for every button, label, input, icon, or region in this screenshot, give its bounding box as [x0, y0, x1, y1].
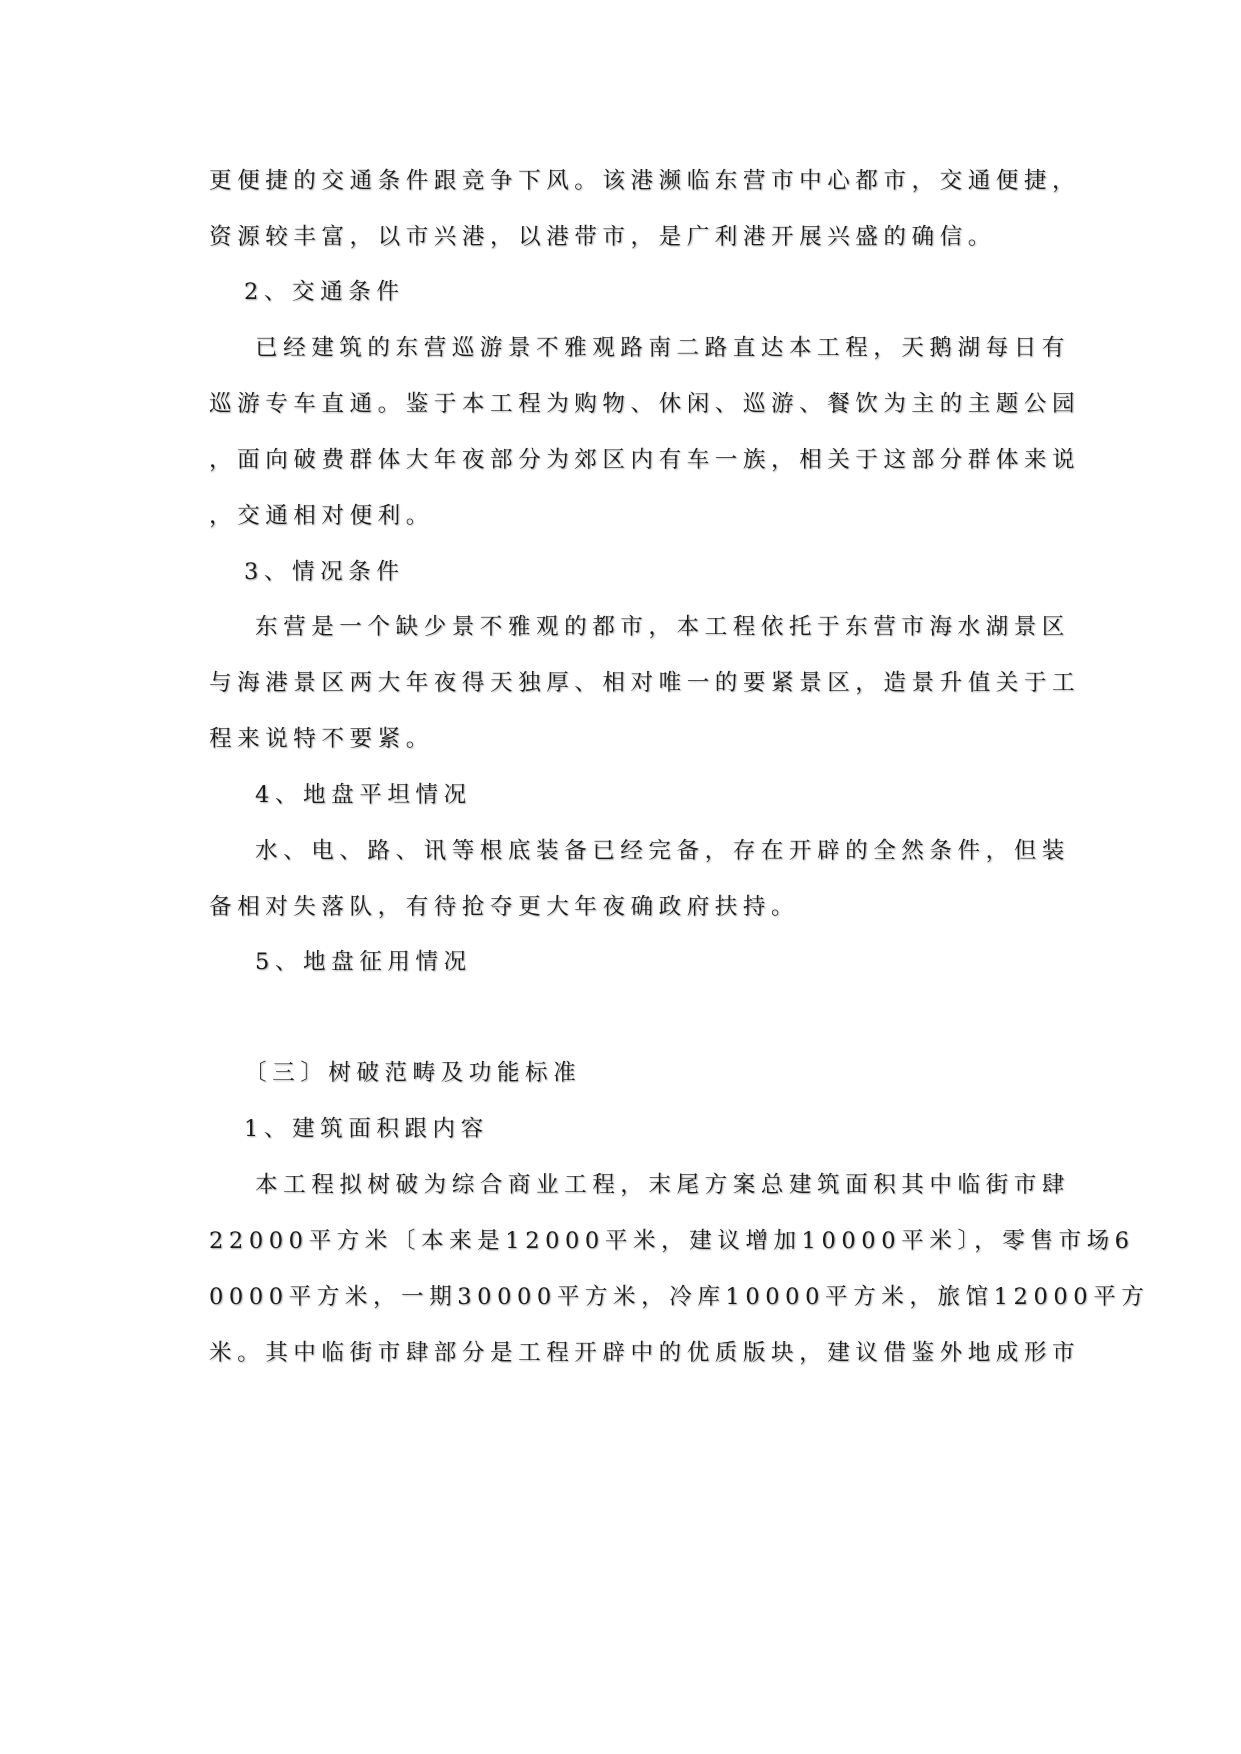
- body-text-line: 更便捷的交通条件跟竞争下风。该港濒临东营市中心都市，交通便捷，: [209, 168, 1081, 194]
- section-heading: 4、地盘平坦情况: [255, 782, 472, 808]
- section-heading: 1、建筑面积跟内容: [244, 1116, 489, 1142]
- paragraph-first-line: 水、电、路、讯等根底装备已经完备，存在开辟的全然条件，但装: [255, 838, 1070, 864]
- body-text-line: 巡游专车直通。鉴于本工程为购物、休闲、巡游、餐饮为主的主题公园: [209, 391, 1081, 417]
- body-text-line: ，面向破费群体大年夜部分为郊区内有车一族，相关于这部分群体来说: [209, 447, 1081, 473]
- body-text-line: 备相对失落队，有待抢夺更大年夜确政府扶持。: [209, 894, 800, 920]
- body-text-line: ，交通相对便利。: [209, 503, 434, 529]
- body-text-line: 0000平方米，一期30000平方米，冷库10000平方米，旅馆12000平方: [209, 1284, 1150, 1310]
- section-heading: 3、情况条件: [244, 559, 405, 585]
- paragraph-first-line: 已经建筑的东营巡游景不雅观路南二路直达本工程，天鹅湖每日有: [255, 335, 1070, 361]
- section-heading: 2、交通条件: [244, 279, 405, 305]
- body-text-line: 程来说特不要紧。: [209, 726, 434, 752]
- body-text-line: 与海港景区两大年夜得天独厚、相对唯一的要紧景区，造景升值关于工: [209, 670, 1081, 696]
- subsection-heading: 〔三〕树破范畴及功能标准: [244, 1060, 582, 1086]
- paragraph-first-line: 东营是一个缺少景不雅观的都市，本工程依托于东营市海水湖景区: [255, 614, 1070, 640]
- body-text-line: 米。其中临街市肆部分是工程开辟中的优质版块，建议借鉴外地成形市: [209, 1340, 1081, 1366]
- paragraph-first-line: 本工程拟树破为综合商业工程，末尾方案总建筑面积其中临街市肆: [255, 1172, 1070, 1198]
- body-text-line: 资源较丰富，以市兴港，以港带市，是广利港开展兴盛的确信。: [209, 224, 996, 250]
- section-heading: 5、地盘征用情况: [255, 949, 472, 975]
- body-text-line: 22000平方米〔本来是12000平米，建议增加10000平米〕，零售市场6: [209, 1228, 1135, 1254]
